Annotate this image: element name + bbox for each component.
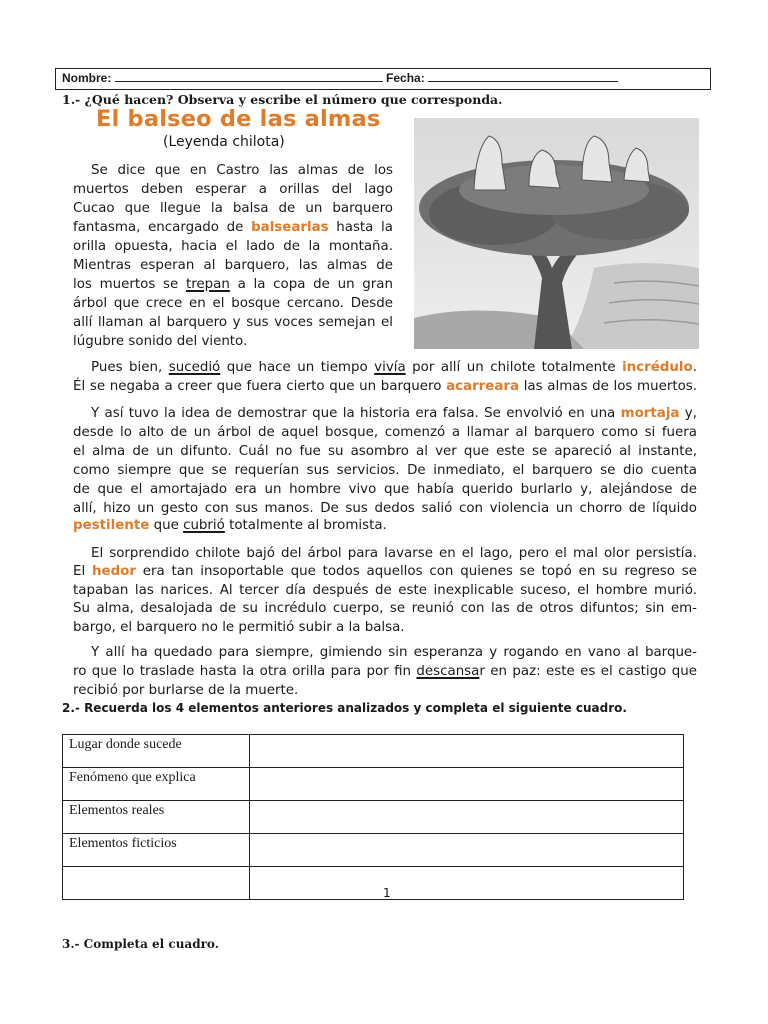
p4-line-5: bargo, el barquero no le permitió subir a la balsa.: [73, 620, 405, 635]
p1-line-9: allí llaman al barquero y sus voces semejan el: [73, 315, 393, 330]
date-label: Fecha:: [386, 71, 425, 85]
p1-line-4: fantasma, encargado de balsearlas hasta la: [73, 220, 393, 235]
word-cubrio: cubrió: [183, 518, 225, 533]
name-field[interactable]: [115, 69, 383, 82]
header-box: [55, 68, 711, 90]
p1-line-3: Cucao que llegue la balsa de un barquero: [73, 201, 393, 216]
table-row: [63, 867, 684, 900]
name-label: Nombre:: [62, 71, 112, 85]
table-row: [63, 768, 684, 801]
p5-line-3: recibió por burlarse de la muerte.: [73, 683, 299, 698]
p1-line-2: muertos deben esperar a orillas del lago: [73, 182, 393, 197]
p3-line-3: el alma de un difunto. Cuál no fue su asombro al ver que este se apareció al instante,: [73, 444, 697, 459]
p5-line-1: Y allí ha quedado para siempre, gimiendo sin esperanza y rogando en vano al barque-: [91, 645, 697, 660]
story-title: El balseo de las almas: [96, 106, 381, 132]
p4-line-2: El hedor era tan insoportable que todos aquellos con quienes se topó en su regreso se: [73, 564, 697, 579]
row-label[interactable]: [63, 867, 250, 900]
p1-line-1: Se dice que en Castro las almas de los: [91, 163, 393, 178]
word-mortaja: mortaja: [620, 406, 680, 421]
p3-line-7: pestilente que cubrió totalmente al bromista.: [73, 518, 387, 533]
p1-line-6: Mientras esperan al barquero, las almas de: [73, 258, 393, 273]
word-incredulo: incrédulo: [622, 360, 693, 375]
answer-cell[interactable]: [250, 867, 684, 900]
row-label: Fenómeno que explica: [63, 768, 250, 801]
p2-line-2: Él se negaba a creer que fuera cierto que un barquero acarreara las almas de los muertos.: [73, 379, 698, 394]
answer-cell[interactable]: [250, 834, 684, 867]
page-number: 1: [383, 886, 391, 900]
question-1: 1.- ¿Qué hacen? Observa y escribe el número que corresponda.: [62, 92, 503, 107]
p1-line-10: lúgubre sonido del viento.: [73, 334, 248, 349]
row-label: Lugar donde sucede: [63, 735, 250, 768]
p4-line-1: El sorprendido chilote bajó del árbol para lavarse en el lago, pero el mal olor persistía.: [91, 546, 697, 561]
row-label: Elementos ficticios: [63, 834, 250, 867]
table-row: [63, 801, 684, 834]
answer-cell[interactable]: [250, 801, 684, 834]
answer-cell[interactable]: [250, 735, 684, 768]
p1-line-8: árbol que crece en el bosque cercano. Desde: [73, 296, 393, 311]
word-hedor: hedor: [91, 564, 136, 579]
p3-line-4: como siempre que se requerían sus servicios. De inmediato, el barquero se dio cuenta: [73, 463, 697, 478]
p3-line-6: allí, hizo un gesto con sus manos. De sus dedos salió con violencia un chorro de líquido: [73, 501, 697, 516]
word-pestilente: pestilente: [73, 518, 150, 533]
date-field[interactable]: [428, 69, 618, 82]
p4-line-3: tapaban las narices. Al tercer día después de este inexplicable suceso, el hombre murió.: [73, 583, 697, 598]
p3-line-2: desde lo alto de un árbol de aquel bosque, comenzó a llamar al barquero como si fuera: [73, 425, 697, 440]
answer-table: [62, 734, 684, 900]
p2-line-1: Pues bien, sucedió que hace un tiempo vivía por allí un chilote totalmente incrédulo.: [91, 360, 697, 375]
table-row: [63, 834, 684, 867]
p3-line-1: Y así tuvo la idea de demostrar que la historia era falsa. Se envolvió en una mortaja y,: [91, 406, 697, 421]
p5-line-2: ro que lo traslade hasta la otra orilla para por fin descansar en paz: este es el castigo que: [73, 664, 697, 679]
word-descansar: descansa: [416, 664, 480, 679]
table-row: [63, 735, 684, 768]
word-trepan: trepan: [185, 277, 230, 292]
word-sucedio: sucedió: [168, 360, 221, 375]
p1-line-7: los muertos se trepan a la copa de un gran: [73, 277, 393, 292]
word-vivia: vivía: [374, 360, 406, 375]
row-label: Elementos reales: [63, 801, 250, 834]
tree-souls-illustration: [414, 118, 699, 349]
answer-cell[interactable]: [250, 768, 684, 801]
p4-line-4: Su alma, desalojada de su incrédulo cuerpo, se reunió con las de otros difuntos; sin em-: [73, 601, 697, 616]
story-subtitle: (Leyenda chilota): [163, 134, 285, 150]
word-acarreara: acarreara: [446, 379, 520, 394]
p1-line-5: orilla opuesta, hacia el lado de la montaña.: [73, 239, 393, 254]
word-balsearlas: balsearlas: [251, 220, 329, 235]
question-3: 3.- Completa el cuadro.: [62, 937, 219, 951]
p3-line-5: de que el amortajado era un hombre vivo que había querido burlarlo y, alejándose de: [73, 482, 697, 497]
question-2: 2.- Recuerda los 4 elementos anteriores analizados y completa el siguiente cuadro.: [62, 701, 627, 715]
